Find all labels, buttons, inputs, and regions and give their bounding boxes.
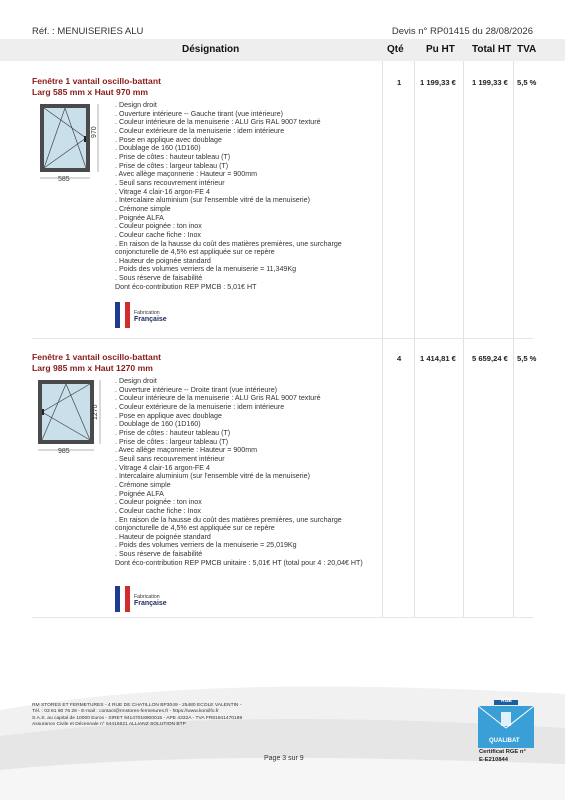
width-dimension-label: 985 [58,448,70,455]
eco-contribution: Dont éco-contribution REP PMCB unitaire : 5,01€ HT (total pour 4 : 20,04€ HT) [115,558,363,567]
reference-label: Réf. : MENUISERIES ALU [32,26,144,37]
spec-line: . Intercalaire aluminium (sur l'ensemble vitré de la menuiserie) [115,472,310,481]
flag-icon [115,586,131,612]
spec-line: . Design droit [115,101,157,109]
spec-line: . Intercalaire aluminium (sur l'ensemble vitré de la menuiserie) [115,196,310,205]
spec-line: . Crémone simple [115,480,171,489]
column-divider [513,61,514,618]
spec-line: . Poignée ALFA [115,213,164,222]
logo-text-large: Française [134,316,167,323]
spec-line: . Couleur poignée : ton inox [115,498,202,507]
spec-line: . Poids des volumes verriers de la menuiserie = 11,349Kg [115,265,297,274]
spec-line: . Seuil sans recouvrement intérieur [115,178,225,187]
rge-certificate [479,749,526,764]
spec-line: conjoncturelle de 4,5% est appliquée sur ce repère [115,248,275,257]
height-dimension-label: 1270 [92,404,99,420]
certificate-number: E-E210844 [479,756,509,763]
qualibat-rge-logo [478,698,534,753]
spec-line: . Sous réserve de faisabilité [115,274,203,283]
item-specifications [115,377,365,567]
logo-text-small: Fabrication [134,310,160,316]
column-unit-price: Pu HT [426,44,455,55]
company-legal: S.A.S. au capital de 10000 Euros - SIRET 94147018900015 - APE 4332A - TVA FR81941470189 [32,715,243,721]
spec-line: . Pose en applique avec doublage [115,135,222,144]
spec-line: . Poignée ALFA [115,489,164,498]
window-drawing [32,100,106,186]
spec-line: . Hauteur de poignée standard [115,532,211,541]
document-header [32,26,533,40]
item-total: 1 199,33 € [472,78,508,87]
item-quantity: 1 [397,78,402,87]
item-title-line1: Fenêtre 1 vantail oscillo-battant [32,352,161,362]
column-designation: Désignation [182,44,240,55]
item-dimensions-title: Larg 585 mm x Haut 970 mm [32,87,149,97]
fabrication-francaise-logo [115,586,175,612]
spec-line: . Hauteur de poignée standard [115,256,211,265]
company-insurance: Assurance Civile et Décennale n° 64416621 ALLIANZ SOLUTION BTP [32,722,186,728]
spec-line: . Ouverture intérieure -- Gauche tirant (vue intérieure) [115,109,283,118]
company-details [32,703,242,729]
item-separator [32,617,533,618]
certificate-label: Certificat RGE n° [479,749,526,755]
spec-line: . Couleur extérieure de la menuiserie : idem intérieure [115,402,285,411]
item-vat: 5,5 % [517,78,537,87]
column-divider [463,61,464,618]
column-divider [382,61,383,618]
window-glass [44,108,86,168]
page-number: Page 3 sur 9 [264,755,304,762]
handle-icon [84,136,86,142]
logo-text-small: Fabrication [134,594,160,600]
item-unit-price: 1 199,33 € [420,78,456,87]
item-specifications [115,101,365,291]
spec-line: . Prise de côtes : hauteur tableau (T) [115,152,231,161]
spec-line: . Avec allège maçonnerie : Hauteur = 900mm [115,170,258,179]
spec-line: . Couleur poignée : ton inox [115,222,202,231]
company-contact: Tél. : 03 81 80 76 28 - E-mail : contact@rmstores-fermetures.fr - https://www.komilfo.fr [32,709,219,715]
spec-line: . Prise de côtes : largeur tableau (T) [115,437,229,446]
spec-line: . Avec allège maçonnerie : Hauteur = 900mm [115,446,258,455]
item-unit-price: 1 414,81 € [420,354,456,363]
column-vat: TVA [517,44,537,55]
spec-line: . Crémone simple [115,204,171,213]
spec-line: . Couleur cache fiche : Inox [115,230,201,239]
spec-line: . Couleur intérieure de la menuiserie : ALU Gris RAL 9007 texturé [115,394,321,403]
width-dimension-label: 585 [58,176,70,183]
table-header [0,39,565,61]
height-dimension-label: 970 [91,126,98,138]
item-title [32,76,161,98]
item-title [32,352,161,374]
spec-line: . Pose en applique avec doublage [115,411,222,420]
column-total: Total HT [472,44,512,55]
spec-line: . Couleur cache fiche : Inox [115,506,201,515]
spec-line: . Couleur intérieure de la menuiserie : ALU Gris RAL 9007 texturé [115,118,321,127]
qualibat-label: QUALIBAT [489,738,520,744]
window-glass [42,384,90,440]
eco-contribution: Dont éco-contribution REP PMCB : 5,01€ HT [115,282,257,291]
quote-number: Devis n° RP01415 du 28/08/2026 [391,26,533,37]
spec-line: . En raison de la hausse du coût des matières premières, une surcharge [115,515,342,524]
item-total: 5 659,24 € [472,354,508,363]
spec-line: . Prise de côtes : largeur tableau (T) [115,161,229,170]
rge-label: RGE [501,698,512,704]
spec-line: . Vitrage 4 clair-16 argon-FE 4 [115,187,210,196]
spec-line: . Prise de côtes : hauteur tableau (T) [115,428,231,437]
spec-line: . En raison de la hausse du coût des matières premières, une surcharge [115,239,342,248]
spec-line: . Doublage de 160 (1D160) [115,144,201,153]
spec-line: . Design droit [115,377,157,385]
spec-line: . Vitrage 4 clair-16 argon-FE 4 [115,463,210,472]
column-quantity: Qté [387,44,404,55]
column-divider [414,61,415,618]
spec-line: conjoncturelle de 4,5% est appliquée sur ce repère [115,524,275,533]
spec-line: . Doublage de 160 (1D160) [115,420,201,429]
item-dimensions-title: Larg 985 mm x Haut 1270 mm [32,363,153,373]
item-quantity: 4 [397,354,402,363]
company-address: RM STORES ET FERMETURES - 4 RUE DE CHATILLON BP3049 - 25480 ECOLE VALENTIN - [32,703,242,708]
spec-line: . Ouverture intérieure -- Droite tirant (vue intérieure) [115,385,278,394]
spec-line: . Poids des volumes verriers de la menuiserie = 25,019Kg [115,541,297,550]
flag-icon [115,302,131,328]
spec-line: . Sous réserve de faisabilité [115,550,203,559]
fabrication-francaise-logo [115,302,175,328]
logo-text-large: Française [134,600,167,607]
spec-line: . Couleur extérieure de la menuiserie : idem intérieure [115,126,285,135]
spec-line: . Seuil sans recouvrement intérieur [115,454,225,463]
item-separator [32,338,533,339]
item-vat: 5,5 % [517,354,537,363]
item-title-line1: Fenêtre 1 vantail oscillo-battant [32,76,161,86]
handle-icon [42,409,44,415]
